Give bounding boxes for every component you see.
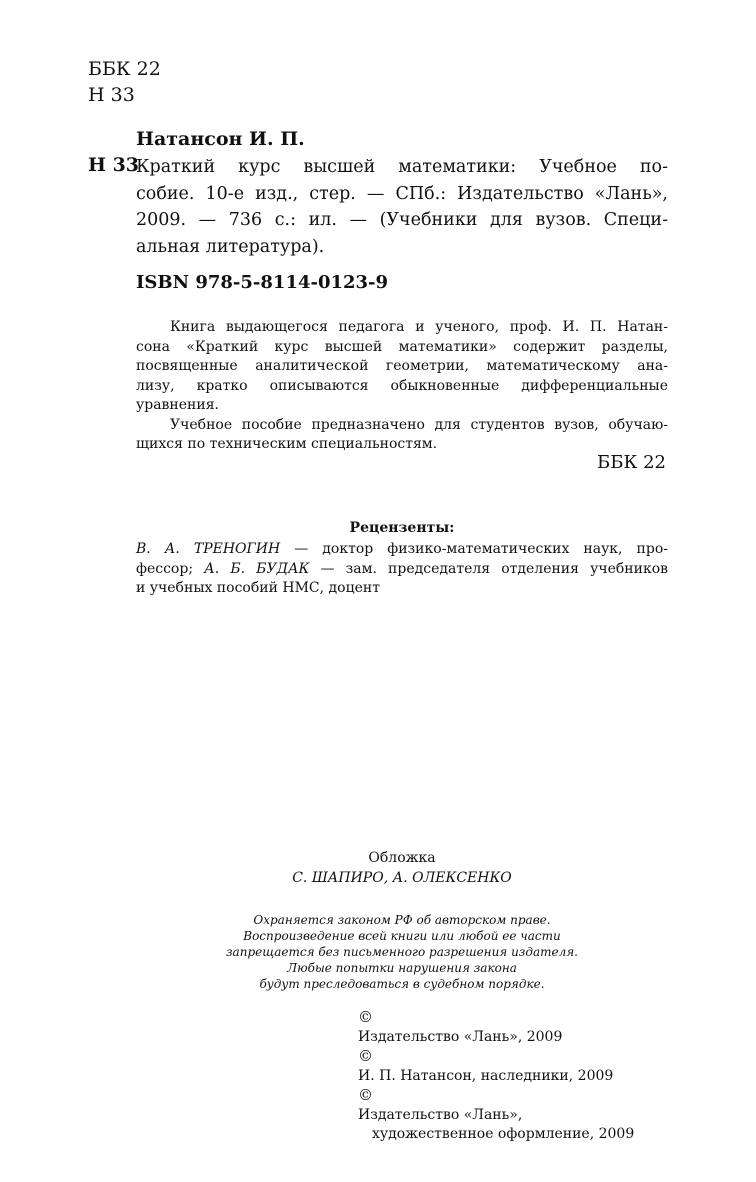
copyright-icon: © — [358, 1008, 373, 1026]
reviewer-title: фессор; — [136, 560, 205, 577]
reviewers-list — [136, 540, 668, 599]
reviewer-line: и учебных пособий НМС, доцент — [136, 580, 380, 596]
copyright-line: © Издательство «Лань», 2009 — [358, 1008, 634, 1047]
catalog-author: Натансон И. П. — [136, 128, 305, 150]
bbk-code-block — [88, 56, 161, 108]
catalog-author-mark: Н 33 — [88, 154, 140, 176]
notice-line: будут преследоваться в судебном порядке. — [259, 977, 545, 991]
reviewer-line — [136, 560, 668, 580]
annotation-bbk-code: ББК 22 — [596, 452, 666, 473]
notice-line: Воспроизведение всей книги или любой ее части — [243, 929, 561, 943]
copyright-line: художественное оформление, 2009 — [372, 1126, 635, 1142]
cover-label: Обложка — [368, 850, 436, 866]
reviewer-line — [136, 540, 668, 560]
annotation-line: щихся по техническим специальностям. — [136, 436, 438, 452]
catalog-description — [136, 154, 668, 260]
description-line: альная литература). — [136, 236, 325, 257]
notice-line: Любые попытки нарушения закона — [287, 961, 517, 975]
annotation-line: сона «Краткий курс высшей математики» содержит разделы, — [136, 338, 668, 355]
description-line: собие. 10-е изд., стер. — СПб.: Издательство «Лань», — [136, 183, 668, 204]
reviewer-title: — доктор физико-математических наук, про- — [280, 541, 668, 557]
isbn: ISBN 978-5-8114-0123-9 — [136, 272, 389, 293]
bbk-code: ББК 22 — [88, 58, 161, 80]
copyright-line: © Издательство «Лань», — [358, 1086, 634, 1125]
reviewer-name: В. А. ТРЕНОГИН — [136, 541, 281, 557]
description-line: Краткий курс высшей математики: Учебное по- — [136, 157, 668, 177]
cover-authors: С. ШАПИРО, А. ОЛЕКСЕНКО — [292, 870, 512, 886]
annotation-line: лизу, кратко описываются обыкновенные дифференциальные — [136, 377, 668, 394]
reviewer-title: — зам. председателя отделения учебников — [309, 560, 669, 577]
copyright-notice — [136, 912, 668, 992]
notice-line: запрещается без письменного разрешения издателя. — [226, 945, 578, 959]
annotation-line: посвященные аналитической геометрии, математическому ана- — [136, 358, 668, 374]
copyrights — [358, 1008, 634, 1145]
copyright-icon: © — [358, 1047, 373, 1065]
copyright-line: © И. П. Натансон, наследники, 2009 — [358, 1047, 634, 1086]
author-mark: Н 33 — [88, 84, 135, 106]
reviewer-name: А. Б. БУДАК — [204, 560, 310, 577]
annotation — [136, 318, 668, 455]
annotation-line: уравнения. — [136, 397, 219, 413]
annotation-line: Книга выдающегося педагога и ученого, проф. И. П. Натан- — [170, 319, 668, 335]
notice-line: Охраняется законом РФ об авторском праве. — [253, 913, 551, 927]
annotation-line: Учебное пособие предназначено для студентов вузов, обучаю- — [170, 416, 668, 433]
description-line: 2009. — 736 с.: ил. — (Учебники для вузов. Специ- — [136, 210, 668, 230]
copyright-icon: © — [358, 1086, 373, 1104]
reviewers-title: Рецензенты: — [349, 520, 455, 536]
